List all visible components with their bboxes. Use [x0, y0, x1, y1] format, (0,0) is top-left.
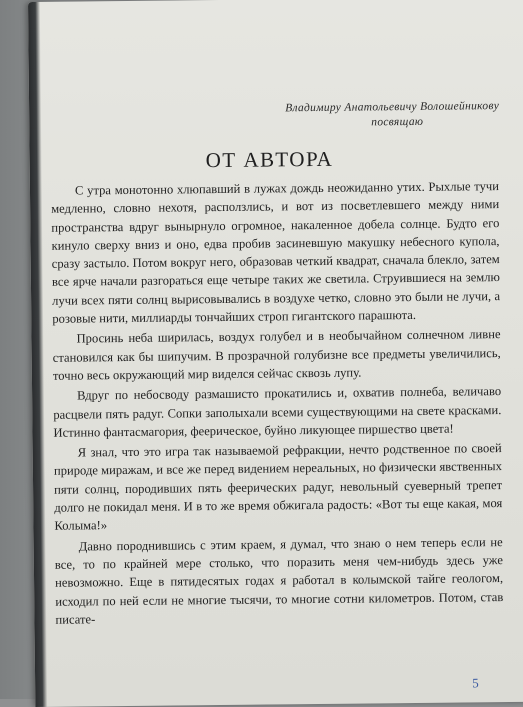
paragraph-1: С утра монотонно хлюпавший в лужах дождь неожиданно утих. Рыхлые тучи медленно, словно нехотя, расползлись, и вот из посветлевшего между ними пространства вдруг вынырнуло огромное, накаленное добела солнце. Будто его кинуло сверху вниз и оно, едва пробив засиневшую макушку небесного купола, сразу застыло. Потом вокруг него, образовав четкий квадрат, сначала блекло, затем все ярче начали разгораться еще четыре таких же светила. Струившиеся на землю лучи всех пяти солнц вырисовывались в воздухе четко, словно это были не лучи, а розовые нити, миллиарды тончайших строп гигантского парашюта.	[51, 179, 501, 326]
paragraph-5: Давно породнившись с этим краем, я думал, что знаю о нем теперь если не все, то по крайней мере столько, что поразить меня чем-нибудь здесь уже невозможно. Еще в пятидесятых годах я работал в колымской тайге геологом, исходил по ней если не многие тысячи, то многие сотни километров. Потом, став писате-	[54, 534, 504, 627]
page-title: ОТ АВТОРА	[205, 146, 334, 173]
dedication	[169, 99, 499, 132]
paragraph-3: Вдруг по небосводу размашисто прокатились и, охватив полнеба, величаво расцвели пять радуг. Сопки заполыхали всеми существующими на свете красками. Истинно фантасмагория, феерическое, буйно ликующее пиршество цвета!	[53, 384, 502, 440]
paragraph-2: Просинь неба ширилась, воздух голубел и в необычайном солнечном ливне становился как бы шипучим. В прозрачной голубизне все предметы увеличились, точно весь окружающий мир виделся сейчас сквозь лупу.	[52, 327, 501, 383]
body-text	[51, 177, 504, 631]
page-number: 5	[472, 675, 479, 691]
dedication-name: Владимиру Анатольевичу Волошейникову	[285, 100, 500, 115]
paragraph-4: Я знал, что это игра так называемой рефракции, нечто родственное по своей природе миражам, и все же перед видением нереальных, но физически явственных пяти солнц, породивших пять феерических радуг, невольный суеверный трепет долго не покидал меня. И в то же время обжигала радость: «Вот ты еще какая, моя Колыма!»	[53, 441, 503, 534]
book-page	[28, 0, 523, 707]
dedication-verb: посвящаю	[371, 115, 424, 129]
